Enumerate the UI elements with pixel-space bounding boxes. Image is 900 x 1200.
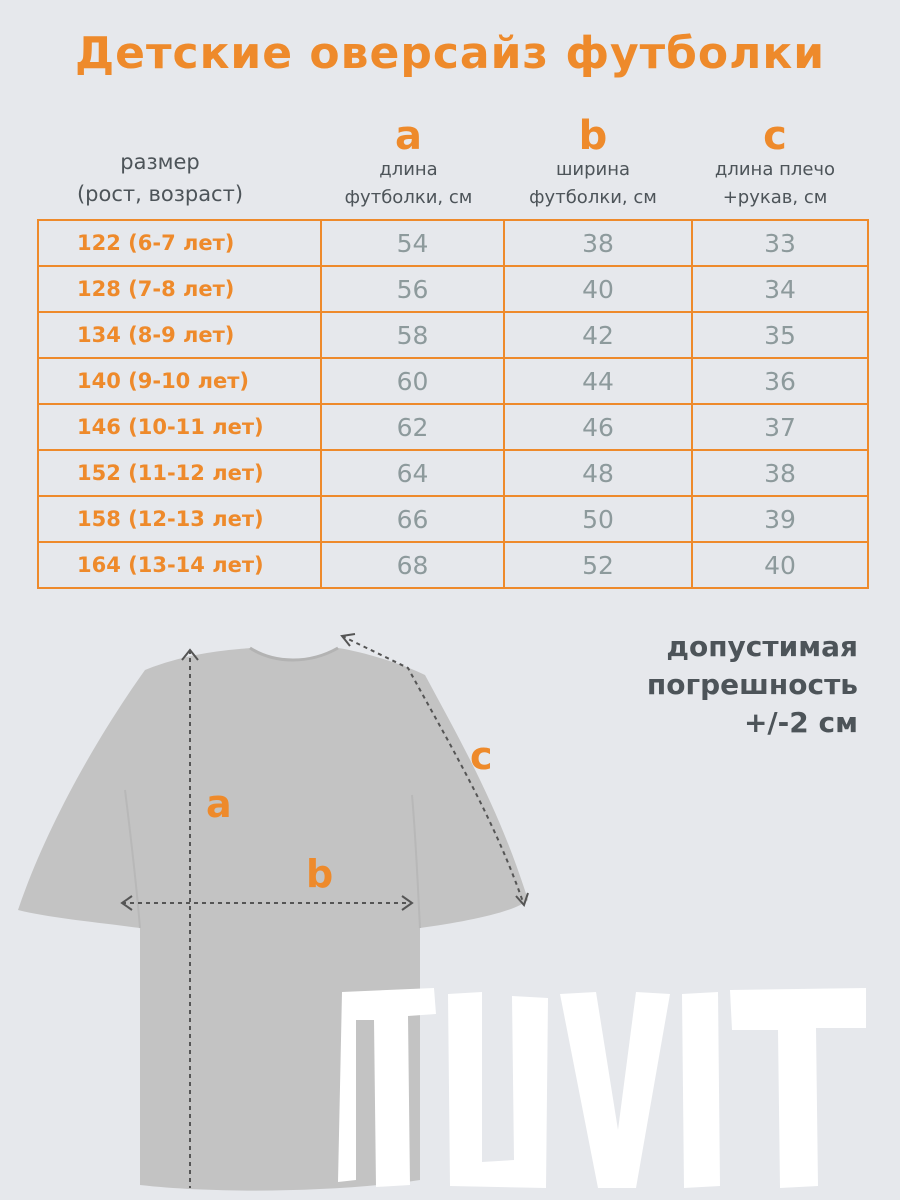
value-c-cell: 39 — [692, 496, 868, 542]
size-table — [37, 219, 869, 589]
size-cell: 128 (7-8 лет) — [38, 266, 321, 312]
value-b-cell: 46 — [504, 404, 692, 450]
column-c-line1: длина плечо — [714, 159, 836, 180]
size-cell: 158 (12-13 лет) — [38, 496, 321, 542]
value-c-cell: 35 — [692, 312, 868, 358]
value-a-cell: 54 — [321, 220, 504, 266]
table-row — [38, 358, 868, 404]
brand-logo — [336, 980, 868, 1195]
dimension-b-label: b — [306, 852, 334, 896]
value-a-cell: 64 — [321, 450, 504, 496]
size-header-line1: размер — [120, 150, 200, 174]
tolerance-line3: +/-2 см — [743, 706, 858, 739]
column-a-line1: длина — [379, 159, 438, 180]
value-a-cell: 68 — [321, 542, 504, 588]
table-row — [38, 450, 868, 496]
value-b-cell: 42 — [504, 312, 692, 358]
value-a-cell: 66 — [321, 496, 504, 542]
size-cell: 122 (6-7 лет) — [38, 220, 321, 266]
page-title: Детские оверсайз футболки — [74, 28, 826, 79]
value-b-cell: 38 — [504, 220, 692, 266]
column-a-line2: футболки, см — [344, 187, 473, 208]
column-c-line2: +рукав, см — [722, 187, 828, 208]
value-a-cell: 60 — [321, 358, 504, 404]
column-b-line1: ширина — [555, 159, 631, 180]
table-row — [38, 266, 868, 312]
column-a-letter: a — [395, 113, 422, 159]
size-cell: 134 (8-9 лет) — [38, 312, 321, 358]
size-cell: 164 (13-14 лет) — [38, 542, 321, 588]
value-a-cell: 58 — [321, 312, 504, 358]
value-a-cell: 62 — [321, 404, 504, 450]
column-header-c — [688, 113, 862, 212]
size-column-header — [40, 146, 280, 210]
table-row — [38, 542, 868, 588]
dimension-a-label: a — [206, 782, 232, 826]
size-header-line2: (рост, возраст) — [76, 182, 244, 206]
tolerance-line2: погрешность — [646, 668, 858, 701]
value-c-cell: 33 — [692, 220, 868, 266]
size-cell: 140 (9-10 лет) — [38, 358, 321, 404]
column-header-b — [500, 113, 686, 212]
table-row — [38, 220, 868, 266]
column-b-letter: b — [578, 113, 608, 159]
value-a-cell: 56 — [321, 266, 504, 312]
value-b-cell: 52 — [504, 542, 692, 588]
value-c-cell: 34 — [692, 266, 868, 312]
value-b-cell: 50 — [504, 496, 692, 542]
value-c-cell: 40 — [692, 542, 868, 588]
table-row — [38, 496, 868, 542]
value-b-cell: 40 — [504, 266, 692, 312]
size-cell: 146 (10-11 лет) — [38, 404, 321, 450]
size-cell: 152 (11-12 лет) — [38, 450, 321, 496]
column-c-letter: c — [763, 113, 787, 159]
column-header-a — [318, 113, 499, 212]
value-b-cell: 44 — [504, 358, 692, 404]
value-c-cell: 38 — [692, 450, 868, 496]
dimension-c-label: c — [470, 734, 493, 778]
value-b-cell: 48 — [504, 450, 692, 496]
column-b-line2: футболки, см — [529, 187, 657, 208]
value-c-cell: 37 — [692, 404, 868, 450]
value-c-cell: 36 — [692, 358, 868, 404]
tolerance-line1: допустимая — [666, 630, 858, 663]
tolerance-note — [558, 628, 858, 742]
table-row — [38, 312, 868, 358]
dimension-c-arrow-top — [342, 634, 355, 646]
table-row — [38, 404, 868, 450]
